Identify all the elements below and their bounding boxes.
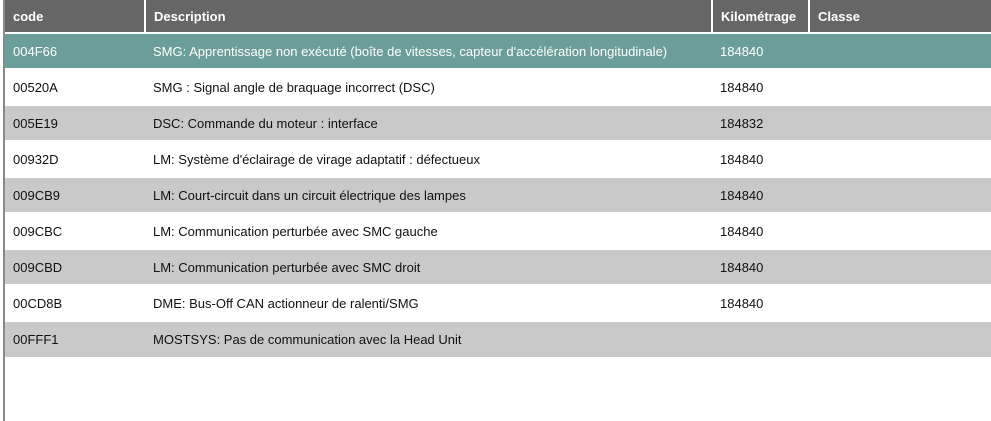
cell-description: SMG : Signal angle de braquage incorrect (DSC)	[145, 69, 712, 105]
table-row[interactable]	[5, 69, 991, 105]
cell-description: SMG: Apprentissage non exécuté (boîte de vitesses, capteur d'accélération longitudinale)	[145, 33, 712, 69]
cell-classe	[809, 33, 991, 69]
table-row[interactable]	[5, 249, 991, 285]
cell-kilometrage: 184840	[712, 141, 809, 177]
table-row[interactable]	[5, 213, 991, 249]
cell-code: 009CB9	[5, 177, 145, 213]
cell-kilometrage: 184840	[712, 33, 809, 69]
cell-description: LM: Court-circuit dans un circuit électrique des lampes	[145, 177, 712, 213]
cell-classe	[809, 213, 991, 249]
table-row[interactable]	[5, 105, 991, 141]
cell-description: DSC: Commande du moteur : interface	[145, 105, 712, 141]
cell-classe	[809, 321, 991, 357]
cell-classe	[809, 105, 991, 141]
cell-kilometrage: 184840	[712, 213, 809, 249]
cell-code: 009CBC	[5, 213, 145, 249]
column-header-description[interactable]: Description	[145, 0, 712, 33]
cell-code: 004F66	[5, 33, 145, 69]
table-row[interactable]	[5, 33, 991, 69]
cell-classe	[809, 285, 991, 321]
cell-kilometrage: 184840	[712, 69, 809, 105]
table-row[interactable]	[5, 141, 991, 177]
table-row[interactable]	[5, 177, 991, 213]
column-header-code[interactable]: code	[5, 0, 145, 33]
column-header-kilometrage[interactable]: Kilométrage	[712, 0, 809, 33]
cell-kilometrage: 184840	[712, 249, 809, 285]
fault-table	[5, 0, 991, 357]
cell-classe	[809, 177, 991, 213]
table-row[interactable]	[5, 285, 991, 321]
cell-code: 00FFF1	[5, 321, 145, 357]
cell-code: 00CD8B	[5, 285, 145, 321]
cell-kilometrage: 184832	[712, 105, 809, 141]
table-header-row	[5, 0, 991, 33]
cell-classe	[809, 249, 991, 285]
cell-description: DME: Bus-Off CAN actionneur de ralenti/SMG	[145, 285, 712, 321]
cell-classe	[809, 141, 991, 177]
cell-kilometrage: 184840	[712, 177, 809, 213]
cell-code: 005E19	[5, 105, 145, 141]
cell-kilometrage	[712, 321, 809, 357]
cell-description: LM: Communication perturbée avec SMC gauche	[145, 213, 712, 249]
cell-code: 009CBD	[5, 249, 145, 285]
cell-kilometrage: 184840	[712, 285, 809, 321]
cell-classe	[809, 69, 991, 105]
table-row[interactable]	[5, 321, 991, 357]
cell-code: 00932D	[5, 141, 145, 177]
column-header-classe[interactable]: Classe	[809, 0, 991, 33]
cell-description: LM: Communication perturbée avec SMC droit	[145, 249, 712, 285]
cell-code: 00520A	[5, 69, 145, 105]
cell-description: MOSTSYS: Pas de communication avec la Head Unit	[145, 321, 712, 357]
cell-description: LM: Système d'éclairage de virage adaptatif : défectueux	[145, 141, 712, 177]
